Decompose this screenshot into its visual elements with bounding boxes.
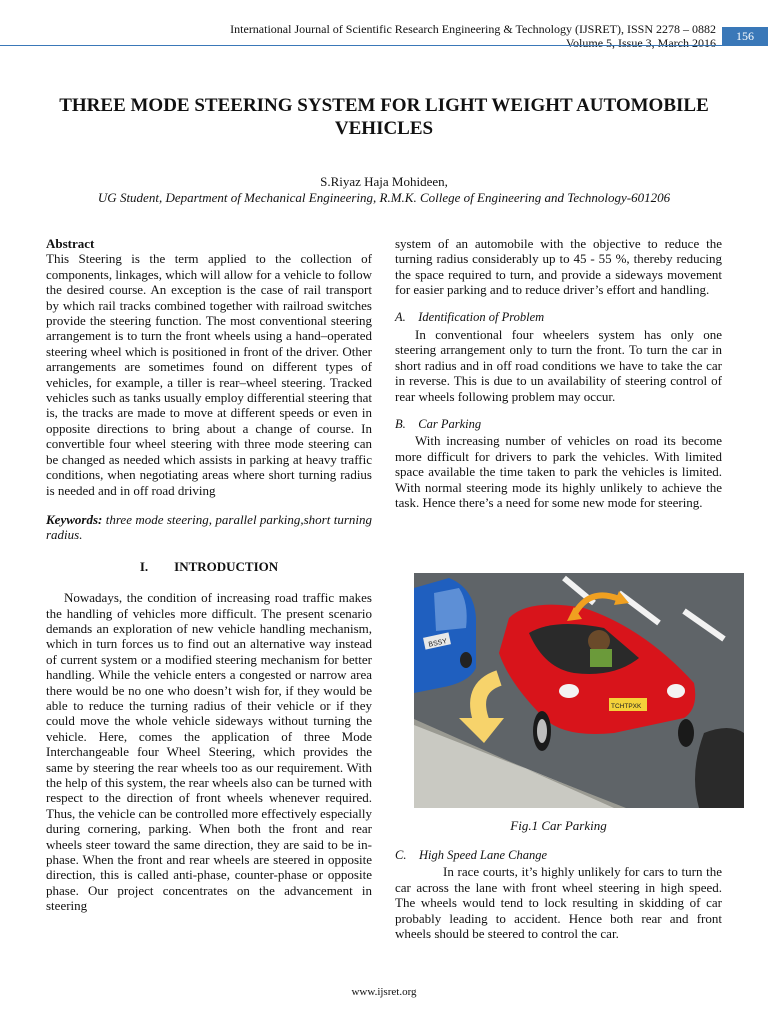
blue-car-plate: BSSY bbox=[427, 638, 448, 649]
section-c-text: In race courts, it’s highly unlikely for cars to turn the car across the lane with front wheel steering in high speed. The wheels would tend to lock resulting in skidding of car probably leading to accident. Hence both rear and front wheels should be steered to control the car. bbox=[395, 864, 722, 942]
abstract-text: This Steering is the term applied to the collection of components, linkages, which will allow for a vehicle to follow the desired course. An exception is the case of rail transport by which rail tracks combined together with railroad switches provide the steering function. The most conventional steering arrangement is to turn the front wheels using a hand–operated steering wheel which is positioned in front of the driver. Other arrangements are sometimes found on different types of vehicles, for example, a tiller is rear–wheel steering. Tracked vehicles such as tanks usually employ differential steering that is, the tracks are made to move at different speeds or even in opposite directions to bring about a change of course. In convertible four wheel steering with three mode steering can be changed as needed which assists in parking at heavy traffic conditions, when negotiating areas where short turning radius is needed and in off road driving bbox=[46, 251, 372, 498]
driver-figure bbox=[588, 630, 610, 652]
section-b-heading: B. Car Parking bbox=[395, 417, 482, 432]
figure-caption: Fig.1 Car Parking bbox=[510, 818, 607, 833]
red-car-plate: TCHTPXK bbox=[611, 703, 642, 710]
car-parking-figure bbox=[414, 573, 744, 808]
page-number-badge: 156 bbox=[722, 27, 768, 45]
section-a-text: In conventional four wheelers system has only one steering arrangement only to turn the front. To turn the car in short radius and in off road conditions we have to take the car in reverse. This is due to un availability of steering control of rear wheels following problem may occur. bbox=[395, 327, 722, 404]
journal-header: International Journal of Scientific Research Engineering & Technology (IJSRET), ISSN 2278 – 0882 bbox=[230, 22, 716, 36]
section-a-heading: A. Identification of Problem bbox=[395, 309, 545, 324]
section-c bbox=[395, 848, 722, 941]
right-column bbox=[395, 236, 722, 511]
introduction-heading: I. INTRODUCTION bbox=[139, 558, 279, 574]
author-name: S.Riyaz Haja Mohideen, bbox=[320, 174, 448, 189]
left-column bbox=[46, 236, 372, 914]
paper-title: THREE MODE STEERING SYSTEM FOR LIGHT WEIGHT AUTOMOBILE VEHICLES bbox=[59, 95, 709, 139]
footer-url: www.ijsret.org bbox=[351, 986, 417, 998]
keywords-text: three mode steering, parallel parking,short turning radius. bbox=[46, 511, 373, 543]
keywords-label: Keywords: bbox=[46, 511, 103, 527]
section-c-heading: C. High Speed Lane Change bbox=[395, 848, 548, 862]
header-rule bbox=[0, 45, 768, 46]
blue-car bbox=[414, 578, 476, 693]
intro-continuation: system of an automobile with the objective to reduce the turning radius considerably up to 45 - 55 %, thereby reducing the space required to turn, and provide a sideways movement for easier parking and to reduce driver’s effort and handling. bbox=[395, 236, 722, 298]
introduction-text: Nowadays, the condition of increasing road traffic makes the handling of vehicles more difficult. The present scenario demands an exploration of new vehicle handling mechanism, which in turn forces us to find out an alternative way instead of current system or a modified steering mechanism for better handling. While the vehicle enters a congested or narrow area there would be no one who doesn’t wish for, if they would be able to reduce the turning radius of their vehicle or if they could move the whole vehicle sideways without turning the vehicle. Here, comes the application of three Mode Interchangeable four Wheel Steering, which provides the same by steering the rear wheels too as our requirement. With the help of this system, the rear wheels also can be turned with respect to the direction of front wheels whenever required. Thus, the vehicle can be controlled more effectively especially during cornering, parking. When both the front and rear wheels steer toward the same direction, they are said to be in-phase. When the front and rear wheels are steered in opposite direction, this is called anti-phase, counter-phase or opposite phase. Our project concentrates on the advancement in steering bbox=[46, 590, 372, 914]
dark-car bbox=[695, 728, 744, 808]
abstract-heading: Abstract bbox=[46, 236, 95, 251]
author-affiliation: UG Student, Department of Mechanical Engineering, R.M.K. College of Engineering and Technology-601206 bbox=[97, 190, 671, 205]
section-b-text: With increasing number of vehicles on road its become more difficult for drivers to park the vehicles. With limited space available the time taken to park the vehicles is limited. With normal steering mode its highly unlikely to achieve the task. Hence there’s a need for some new mode for steering. bbox=[395, 433, 722, 511]
keywords bbox=[46, 512, 372, 543]
volume-info: Volume 5, Issue 3, March 2016 bbox=[565, 36, 716, 50]
